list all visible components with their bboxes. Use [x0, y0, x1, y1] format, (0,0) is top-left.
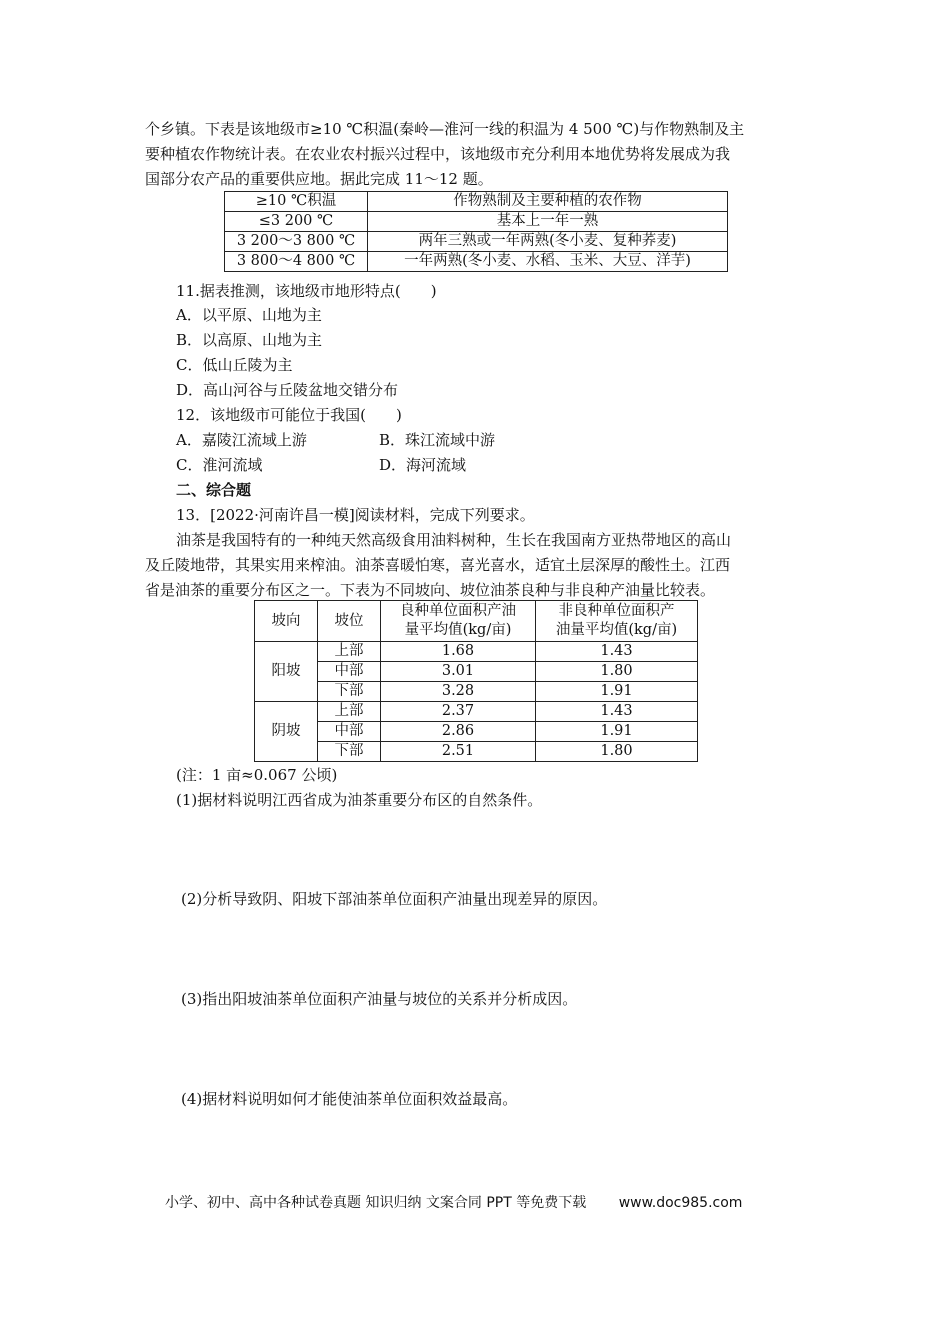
- header-line: 良种单位面积产油: [400, 603, 516, 619]
- table-cell: 基本上一年一熟: [368, 212, 728, 232]
- table-cell: 1.80: [536, 662, 698, 682]
- table-row: [225, 252, 728, 272]
- q12-option-c: C．淮河流域: [176, 456, 263, 474]
- table-header-row: [225, 192, 728, 212]
- table-cell: 中部: [318, 662, 381, 682]
- q13-material-line-3: 省是油茶的重要分布区之一。下表为不同坡向、坡位油茶良种与非良种产油量比较表。: [145, 581, 716, 599]
- table-row: [255, 722, 698, 742]
- table-header-cell: [536, 601, 698, 642]
- table-cell: 3.01: [381, 662, 536, 682]
- q12-option-d: D．海河流域: [379, 456, 467, 474]
- table-cell: 一年两熟(冬小麦、水稻、玉米、大豆、洋芋): [368, 252, 728, 272]
- table-header-cell: 作物熟制及主要种植的农作物: [368, 192, 728, 212]
- q11-stem: 11.据表推测，该地级市地形特点( ): [176, 282, 437, 300]
- q12-option-a: A．嘉陵江流域上游: [176, 431, 307, 449]
- subquestion-2: (2)分析导致阴、阳坡下部油茶单位面积产油量出现差异的原因。: [181, 890, 608, 908]
- table-header-cell: [381, 601, 536, 642]
- table-cell: 上部: [318, 642, 381, 662]
- temperature-table: [224, 191, 728, 272]
- table-cell: ≤3 200 ℃: [225, 212, 368, 232]
- footer: [165, 1192, 742, 1212]
- table-cell: 2.51: [381, 742, 536, 762]
- table-cell: 下部: [318, 742, 381, 762]
- q13-material-line-1: 油茶是我国特有的一种纯天然高级食用油料树种，生长在我国南方亚热带地区的高山: [176, 531, 732, 549]
- subquestion-1: (1)据材料说明江西省成为油茶重要分布区的自然条件。: [176, 791, 543, 809]
- table-cell: 1.43: [536, 642, 698, 662]
- table-row: [225, 212, 728, 232]
- q12-stem: 12．该地级市可能位于我国( ): [176, 406, 402, 424]
- header-line: 量平均值(kg/亩): [404, 622, 512, 638]
- table-cell: 2.86: [381, 722, 536, 742]
- intro-line-1: 个乡镇。下表是该地级市≥10 ℃积温(秦岭—淮河一线的积温为 4 500 ℃)与作物熟制及主: [145, 120, 745, 138]
- table-row: [255, 662, 698, 682]
- table-header-cell: 坡向: [255, 601, 318, 642]
- table-header-cell: 坡位: [318, 601, 381, 642]
- table-cell: 中部: [318, 722, 381, 742]
- table-row: [255, 642, 698, 662]
- q11-option-a: A．以平原、山地为主: [176, 306, 322, 324]
- table-row: [255, 742, 698, 762]
- subquestion-4: (4)据材料说明如何才能使油茶单位面积效益最高。: [181, 1090, 518, 1108]
- table-cell: 3 200～3 800 ℃: [225, 232, 368, 252]
- table-cell: 3 800～4 800 ℃: [225, 252, 368, 272]
- q13-stem: 13．[2022·河南许昌一模]阅读材料，完成下列要求。: [176, 506, 535, 524]
- q12-option-b: B．珠江流域中游: [379, 431, 496, 449]
- table-note: (注：1 亩≈0.067 公顷): [176, 766, 338, 784]
- table-cell: 2.37: [381, 702, 536, 722]
- table-header-row: [255, 601, 698, 642]
- table-row: [255, 682, 698, 702]
- table-cell: 3.28: [381, 682, 536, 702]
- subquestion-3: (3)指出阳坡油茶单位面积产油量与坡位的关系并分析成因。: [181, 990, 578, 1008]
- table-cell: 1.80: [536, 742, 698, 762]
- table-row: [255, 702, 698, 722]
- intro-line-2: 要种植农作物统计表。在农业农村振兴过程中，该地级市充分利用本地优势将发展成为我: [145, 145, 731, 163]
- section-heading: 二、综合题: [176, 481, 252, 499]
- table-header-cell: ≥10 ℃积温: [225, 192, 368, 212]
- table-cell: 上部: [318, 702, 381, 722]
- q13-material-line-2: 及丘陵地带，其果实用来榨油。油茶喜暖怕寒，喜光喜水，适宜土层深厚的酸性土。江西: [145, 556, 731, 574]
- header-line: 油量平均值(kg/亩): [555, 622, 678, 638]
- header-line: 非良种单位面积产: [558, 603, 675, 619]
- aspect-cell: 阳坡: [255, 642, 318, 702]
- table-cell: 1.91: [536, 682, 698, 702]
- footer-link[interactable]: www.doc985.com: [618, 1195, 743, 1211]
- table-cell: 下部: [318, 682, 381, 702]
- table-cell: 1.91: [536, 722, 698, 742]
- footer-text: 小学、初中、高中各种试卷真题 知识归纳 文案合同 PPT 等免费下载: [165, 1195, 587, 1211]
- q11-option-d: D．高山河谷与丘陵盆地交错分布: [176, 381, 399, 399]
- table-cell: 1.43: [536, 702, 698, 722]
- intro-line-3: 国部分农产品的重要供应地。据此完成 11～12 题。: [145, 170, 493, 188]
- table-cell: 两年三熟或一年两熟(冬小麦、复种荞麦): [368, 232, 728, 252]
- q11-option-b: B．以高原、山地为主: [176, 331, 323, 349]
- table-row: [225, 232, 728, 252]
- oil-tea-table: [254, 600, 698, 762]
- aspect-cell: 阴坡: [255, 702, 318, 762]
- q11-option-c: C．低山丘陵为主: [176, 356, 293, 374]
- table-cell: 1.68: [381, 642, 536, 662]
